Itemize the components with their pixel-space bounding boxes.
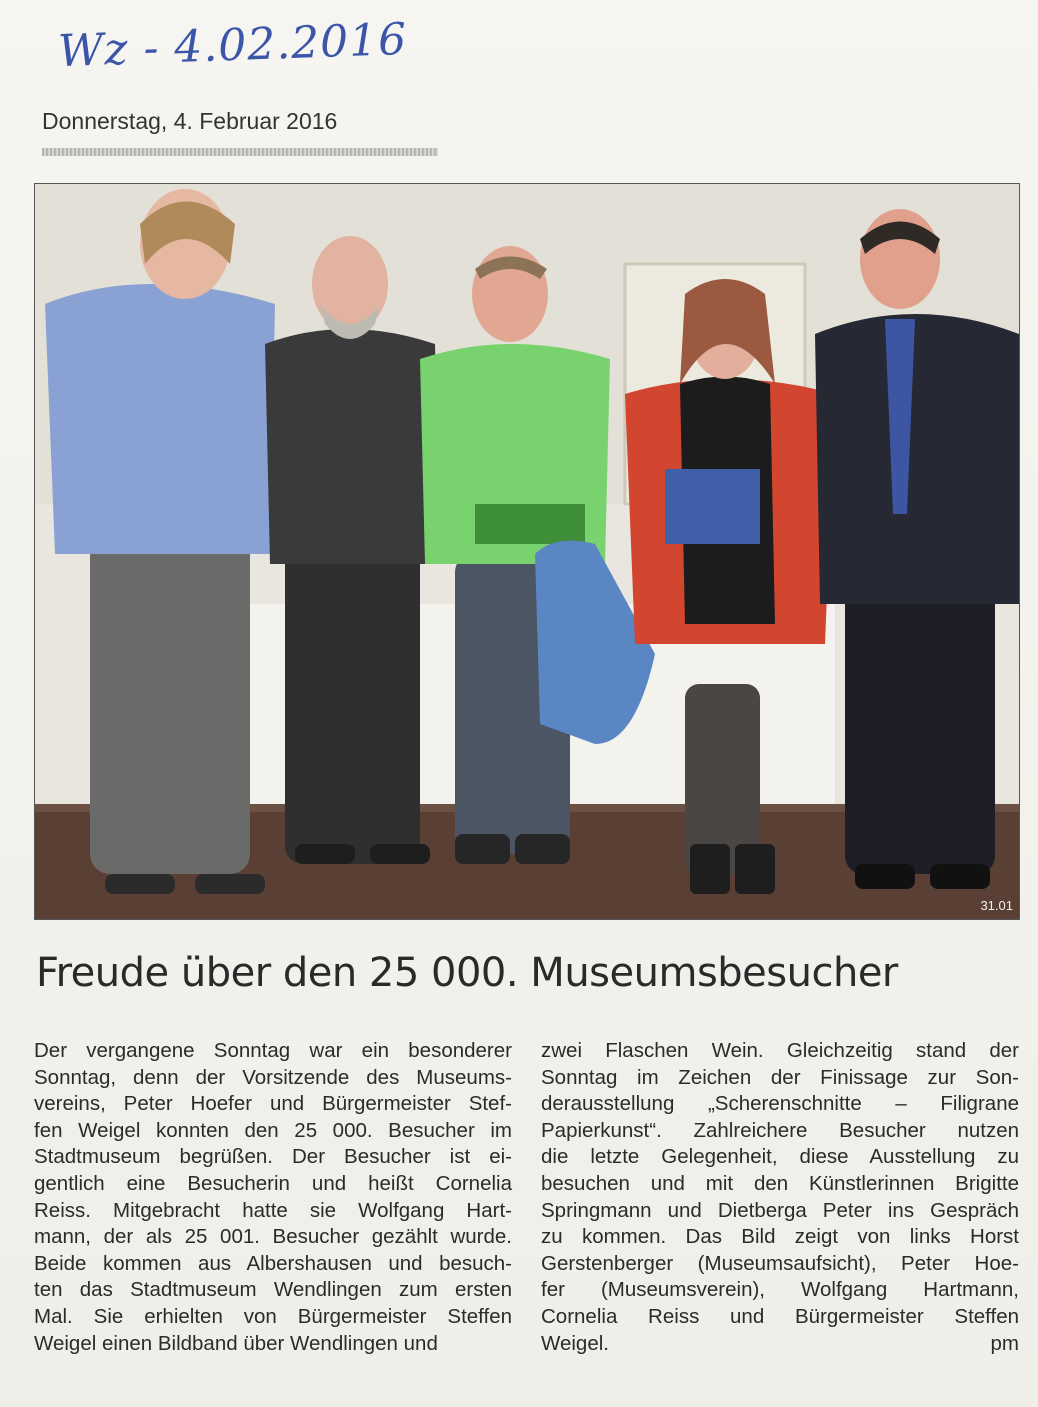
article-headline: Freude über den 25 000. Museumsbesucher xyxy=(36,950,898,996)
author-initials: pm xyxy=(990,1331,1019,1355)
article-text-line: ten das Stadtmuseum Wendlingen zum ersten xyxy=(34,1278,512,1302)
handwritten-date-note: Wz - 4.02.2016 xyxy=(57,13,408,78)
article-column-left xyxy=(34,1038,512,1357)
article-text-line: zwei Flaschen Wein. Gleichzeitig stand der xyxy=(541,1039,1019,1062)
date-divider xyxy=(42,148,438,156)
article-column-right xyxy=(541,1038,1019,1357)
article-text-line: Mal. Sie erhielten von Bürgermeister Steffen xyxy=(34,1304,512,1328)
article-text-line: vereins, Peter Hoefer und Bürgermeister Stef- xyxy=(34,1092,512,1116)
article-text-line: gentlich eine Besucherin und heißt Cornelia xyxy=(34,1171,512,1195)
article-text-line: Sonntag, denn der Vorsitzende des Museums- xyxy=(34,1065,512,1089)
article-text-line: Gerstenberger (Museumsaufsicht), Peter Hoe- xyxy=(541,1251,1019,1275)
article-text-line: mann, der als 25 001. Besucher gezählt wurde. xyxy=(34,1225,512,1249)
photo-code: 31.01 xyxy=(980,898,1013,913)
article-text-line: Cornelia Reiss und Bürgermeister Steffen xyxy=(541,1304,1019,1328)
article-text-line: derausstellung „Scherenschnitte – Filigrane xyxy=(541,1092,1019,1116)
article-text-line: Der vergangene Sonntag war ein besonderer xyxy=(34,1039,512,1062)
article-text-line: Reiss. Mitgebracht hatte sie Wolfgang Hart- xyxy=(34,1198,512,1222)
article-text-line: Springmann und Dietberga Peter ins Gespräch xyxy=(541,1198,1019,1222)
article-text-line: Weigel. xyxy=(541,1331,609,1355)
article-text-line: Sonntag im Zeichen der Finissage zur Son- xyxy=(541,1065,1019,1089)
article-text-line: besuchen und mit den Künstlerinnen Brigitte xyxy=(541,1171,1019,1195)
issue-date: Donnerstag, 4. Februar 2016 xyxy=(42,108,338,134)
article-text-line: Papierkunst“. Zahlreichere Besucher nutzen xyxy=(541,1118,1019,1142)
article-text-line: Weigel einen Bildband über Wendlingen und xyxy=(34,1331,438,1355)
article-text-line: Stadtmuseum begrüßen. Der Besucher ist ei- xyxy=(34,1145,512,1169)
article-text-line: die letzte Gelegenheit, diese Ausstellung zu xyxy=(541,1145,1019,1169)
article-text-line: fen Weigel konnten den 25 000. Besucher im xyxy=(34,1118,512,1142)
article-photo xyxy=(34,183,1020,920)
photo-illustration xyxy=(35,184,1019,919)
article-text-line: zu kommen. Das Bild zeigt von links Horst xyxy=(541,1225,1019,1249)
article-text-line: Beide kommen aus Albershausen und besuch- xyxy=(34,1251,512,1275)
article-text-line: fer (Museumsverein), Wolfgang Hartmann, xyxy=(541,1278,1019,1302)
